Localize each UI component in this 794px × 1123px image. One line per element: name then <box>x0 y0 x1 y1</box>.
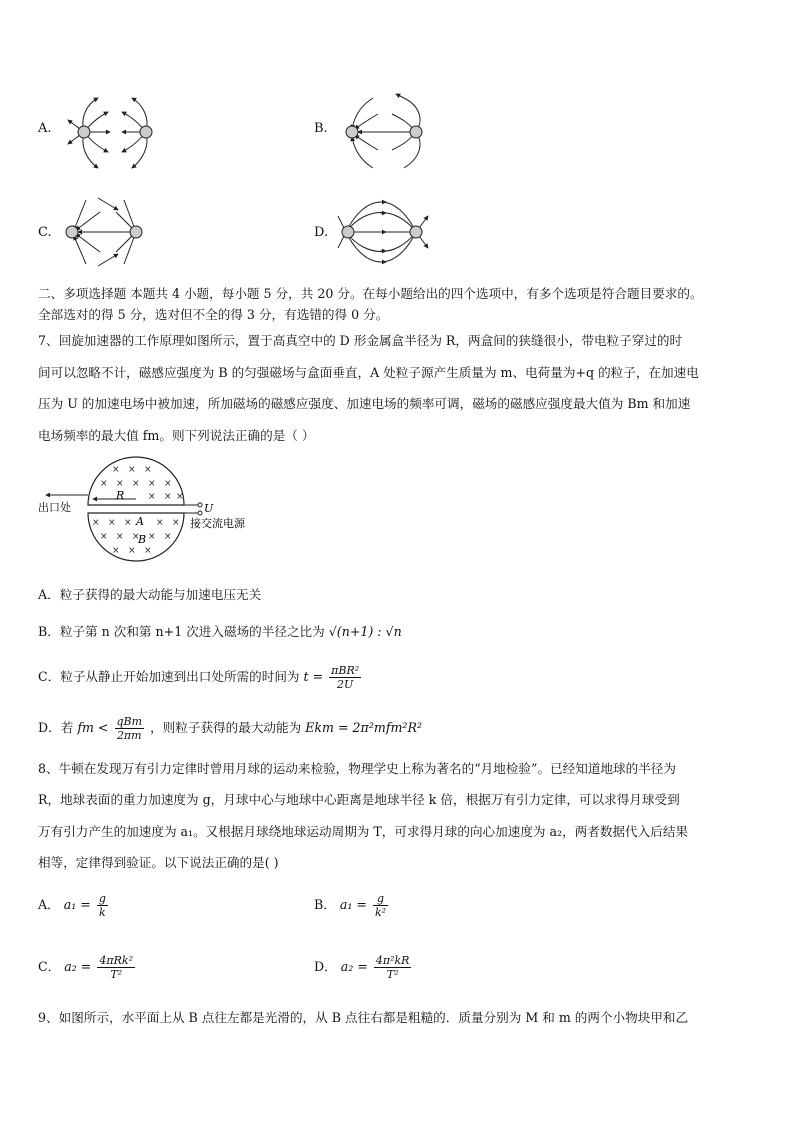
svg-text:×: × <box>176 492 184 502</box>
q7-option-b <box>38 621 402 640</box>
svg-text:×: × <box>148 479 156 489</box>
option-a-label: A. <box>38 121 52 136</box>
fig-exit-label: 出口处 <box>38 501 71 514</box>
field-diagram-a <box>62 92 166 174</box>
q8-option-a-fraction <box>97 892 108 919</box>
svg-text:×: × <box>164 479 172 489</box>
q7-line2: 间可以忽略不计，磁感应强度为 B 的匀强磁场与盒面垂直，A 处粒子源产生质量为 m、电荷量为+q 的粒子，在加速电 <box>38 365 699 380</box>
svg-text:×: × <box>164 532 172 542</box>
svg-text:×: × <box>144 546 152 556</box>
q8-line4: 相等，定律得到验证。以下说法正确的是( ) <box>38 855 279 870</box>
q9-line1: 9、如图所示，水平面上从 B 点往左都是光滑的，从 B 点往右都是粗糙的．质量分别为 M 和 m 的两个小物块甲和乙 <box>38 1010 689 1025</box>
q8-option-c-den: T² <box>110 968 123 981</box>
q8-option-b-den: k² <box>375 906 387 919</box>
svg-text:×: × <box>100 532 108 542</box>
fig-ac-label: 接交流电源 <box>190 517 245 530</box>
section2-line1: 二、多项选择题 本题共 4 小题，每小题 5 分，共 20 分。在每小题给出的四个选项中，有多个选项是符合题目要求的。 <box>38 286 703 301</box>
svg-text:×: × <box>148 532 156 542</box>
svg-text:×: × <box>144 465 152 475</box>
field-diagram-b <box>338 92 438 174</box>
q8-option-a <box>38 892 110 919</box>
q7-option-c-fraction <box>329 664 361 691</box>
q7-option-d-den: 2πm <box>116 729 142 742</box>
svg-text:×: × <box>128 546 136 556</box>
svg-text:×: × <box>108 518 116 528</box>
svg-text:×: × <box>116 532 124 542</box>
svg-text:×: × <box>112 546 120 556</box>
section2-line2: 全部选对的得 5 分，选对但不全的得 3 分，有选错的得 0 分。 <box>38 307 389 322</box>
field-diagram-c <box>58 196 158 270</box>
q7-option-c-den: 2U <box>337 678 354 691</box>
svg-text:×: × <box>132 532 140 542</box>
q8-line1: 8、牛顿在发现万有引力定律时曾用月球的运动来检验，物理学史上称为著名的“月地检验”。已经知道地球的半径为 <box>38 761 676 776</box>
q8-option-b <box>314 892 390 919</box>
q7-option-d-fraction <box>115 715 145 742</box>
option-d-label: D. <box>314 225 329 240</box>
q8-line2: R，地球表面的重力加速度为 g，月球中心与地球中心距离是地球半径 k 倍，根据万有引力定律，可以求得月球受到 <box>38 792 680 807</box>
q8-option-d-den: T² <box>386 968 399 981</box>
q8-option-a-lhs: a₁ = <box>63 897 91 912</box>
svg-text:×: × <box>124 518 132 528</box>
q7-line1: 7、回旋加速器的工作原理如图所示，置于高真空中的 D 形金属盒半径为 R，两盒间的狭缝很小，带电粒子穿过的时 <box>38 333 683 348</box>
fig-r-label: R <box>116 489 125 502</box>
q8-option-d-label: D． <box>314 959 337 974</box>
q8-option-a-num: g <box>98 892 106 905</box>
q8-option-c-lhs: a₂ = <box>64 959 92 974</box>
q8-option-b-num: g <box>373 892 388 906</box>
q8-option-b-lhs: a₁ = <box>339 897 367 912</box>
svg-text:×: × <box>132 479 140 489</box>
q7-option-d <box>38 715 422 742</box>
svg-text:×: × <box>100 479 108 489</box>
svg-text:×: × <box>172 518 180 528</box>
q7-option-d-pre: D．若 <box>38 720 74 735</box>
q7-option-d-text: ，则粒子获得的最大动能为 <box>150 720 302 735</box>
q7-option-b-text: B．粒子第 n 次和第 n+1 次进入磁场的半径之比为 <box>38 624 325 639</box>
field-diagram-d <box>336 196 436 270</box>
q7-option-b-math: √(n+1) : √n <box>328 624 402 639</box>
svg-text:×: × <box>164 492 172 502</box>
q8-line3: 万有引力产生的加速度为 a₁。又根据月球绕地球运动周期为 T，可求得月球的向心加速度为 a₂，两者数据代入后结果 <box>38 824 689 839</box>
q8-option-d <box>314 954 413 981</box>
q8-option-d-lhs: a₂ = <box>340 959 368 974</box>
q7-option-d-num: qBm <box>116 715 143 728</box>
q8-option-a-label: A． <box>38 897 60 912</box>
svg-text:×: × <box>116 479 124 489</box>
fig-u-label: U <box>204 502 214 515</box>
q8-option-c-fraction <box>97 954 135 981</box>
q7-line3: 压为 U 的加速电场中被加速，所加磁场的磁感应强度、加速电场的频率可调，磁场的磁感应强度最大值为 Bm 和加速 <box>38 396 691 411</box>
q7-option-c-lhs: t = <box>303 669 324 684</box>
q8-option-b-label: B． <box>314 897 336 912</box>
option-c-label: C. <box>38 225 52 240</box>
q7-option-d-cond: fm < <box>77 720 109 735</box>
cyclotron-figure <box>38 455 268 573</box>
q7-option-c-num: πBR² <box>331 664 360 677</box>
q8-option-a-den: k <box>99 906 106 919</box>
q8-option-c <box>38 954 137 981</box>
q7-option-c <box>38 664 363 691</box>
svg-text:×: × <box>112 465 120 475</box>
svg-text:×: × <box>128 465 136 475</box>
svg-text:×: × <box>148 492 156 502</box>
option-b-label: B. <box>314 121 328 136</box>
q7-line4: 电场频率的最大值 fm。则下列说法正确的是（ ） <box>38 428 315 443</box>
q8-option-d-num: 4π²kR <box>375 954 410 967</box>
q8-option-c-label: C． <box>38 959 61 974</box>
fig-a-label: A <box>136 515 144 528</box>
q8-option-c-num: 4πRk² <box>99 954 133 967</box>
q7-option-d-eq: Ekm = 2π²mfm²R² <box>305 720 423 735</box>
q7-option-a: A．粒子获得的最大动能与加速电压无关 <box>38 587 262 602</box>
q7-option-c-text: C．粒子从静止开始加速到出口处所需的时间为 <box>38 669 300 684</box>
fig-b-label: B <box>138 533 147 546</box>
q8-option-d-fraction <box>374 954 412 981</box>
q8-option-b-fraction <box>373 892 388 919</box>
svg-text:×: × <box>92 518 100 528</box>
svg-text:×: × <box>156 518 164 528</box>
